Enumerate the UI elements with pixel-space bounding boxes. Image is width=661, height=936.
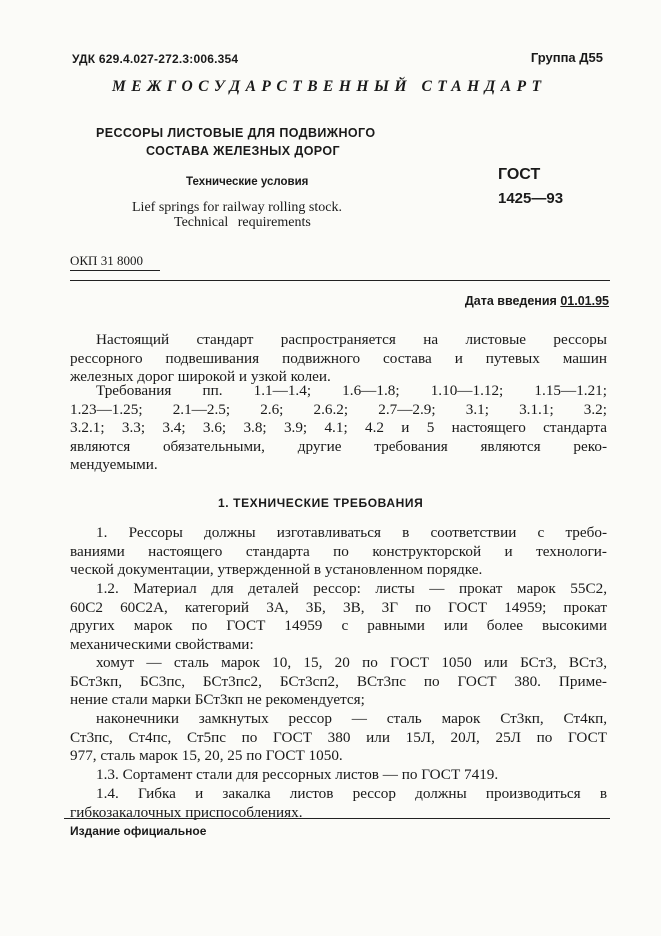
text-line: являются обязательными, другие требования являются реко-: [70, 437, 607, 455]
text-line: Требования пп. 1.1—1.4; 1.6—1.8; 1.10—1.12; 1.15—1.21;: [96, 382, 607, 399]
introduction-date: [465, 294, 609, 308]
clause-1-1: [70, 524, 607, 580]
text-line: нение стали марки БСт3кп не рекомендуется;: [70, 691, 365, 709]
text-line: Настоящий стандарт распространяется на листовые рессоры: [96, 331, 607, 348]
date-label: Дата введения: [464, 294, 557, 308]
udk-code: УДК 629.4.027-272.3:006.354: [72, 52, 239, 66]
text-line: рессорного подвешивания подвижного состава и путевых машин: [70, 349, 607, 367]
text-line: мендуемыми.: [70, 456, 158, 474]
english-title-line-1: Lief springs for railway rolling stock.: [132, 200, 342, 215]
text-line: ческой документации, утвержденной в установленном порядке.: [70, 561, 483, 579]
intro-paragraph: [70, 331, 607, 387]
text-line: других марок по ГОСТ 14959 с равными или более высокими: [70, 617, 607, 635]
interstate-standard-heading: МЕЖГОСУДАРСТВЕННЫЙ СТАНДАРТ: [112, 78, 547, 95]
text-line: 1. Рессоры должны изготавливаться в соответствии с требо-: [96, 524, 607, 541]
text-line: 60С2 60С2А, категорий 3А, 3Б, 3В, 3Г по ГОСТ 14959; прокат: [70, 598, 607, 616]
okp-rule: [70, 270, 160, 271]
footer-divider: [64, 818, 610, 819]
gost-number: 1425—93: [498, 190, 564, 207]
clause-1-2-clamp: [70, 654, 607, 710]
text-line: железных дорог широкой и узкой колеи.: [70, 368, 331, 386]
text-line: 3.2.1; 3.3; 3.4; 3.6; 3.8; 3.9; 4.1; 4.2 и 5 настоящего стандарта: [70, 419, 607, 437]
section-title: 1. ТЕХНИЧЕСКИЕ ТРЕБОВАНИЯ: [218, 496, 424, 510]
text-line: гибкозакалочных приспособлениях.: [70, 803, 303, 821]
text-line: 1.4. Гибка и закалка листов рессор должны производиться в: [96, 785, 607, 802]
text-line: Ст3пс, Ст4пс, Ст5пс по ГОСТ 380 или 15Л, 20Л, 25Л по ГОСТ: [70, 728, 607, 746]
text-line: 1.23—1.25; 2.1—2.5; 2.6; 2.6.2; 2.7—2.9; 3.1; 3.1.1; 3.2;: [70, 400, 607, 418]
gost-label: ГОСТ: [498, 166, 541, 183]
text-line: 1.2. Материал для деталей рессор: листы — прокат марок 55С2,: [96, 580, 607, 597]
header-divider: [70, 280, 610, 281]
text-line: хомут — сталь марок 10, 15, 20 по ГОСТ 1050 или БСт3, ВСт3,: [96, 654, 607, 671]
requirements-paragraph: [70, 382, 607, 475]
clause-1-2: [70, 580, 607, 654]
date-value: 01.01.95: [560, 294, 609, 308]
okp-code: ОКП 31 8000: [70, 253, 143, 268]
text-line: ваниями настоящего стандарта по конструкторской и технологи-: [70, 542, 607, 560]
text-line: наконечники замкнутых рессор — сталь марок Ст3кп, Ст4кп,: [96, 710, 607, 727]
text-line: 1.3. Сортамент стали для рессорных листов — по ГОСТ 7419.: [96, 766, 499, 783]
clause-1-4: [70, 785, 607, 822]
group-code: Группа Д55: [530, 50, 603, 65]
clause-1-2-tips: [70, 710, 607, 766]
subtitle: Технические условия: [186, 176, 309, 188]
text-line: 977, сталь марок 15, 20, 25 по ГОСТ 1050.: [70, 747, 343, 765]
text-line: механическими свойствами:: [70, 635, 254, 653]
title-line-1: РЕССОРЫ ЛИСТОВЫЕ ДЛЯ ПОДВИЖНОГО: [96, 126, 376, 140]
official-edition-note: Издание официальное: [70, 824, 207, 838]
clause-1-3: [70, 766, 607, 785]
text-line: БСт3кп, БС3пс, БСт3пс2, БСт3сп2, ВСт3пс по ГОСТ 380. Приме-: [70, 672, 607, 690]
title-line-2: СОСТАВА ЖЕЛЕЗНЫХ ДОРОГ: [146, 144, 340, 158]
english-title-line-2: Technical requirements: [174, 215, 311, 230]
